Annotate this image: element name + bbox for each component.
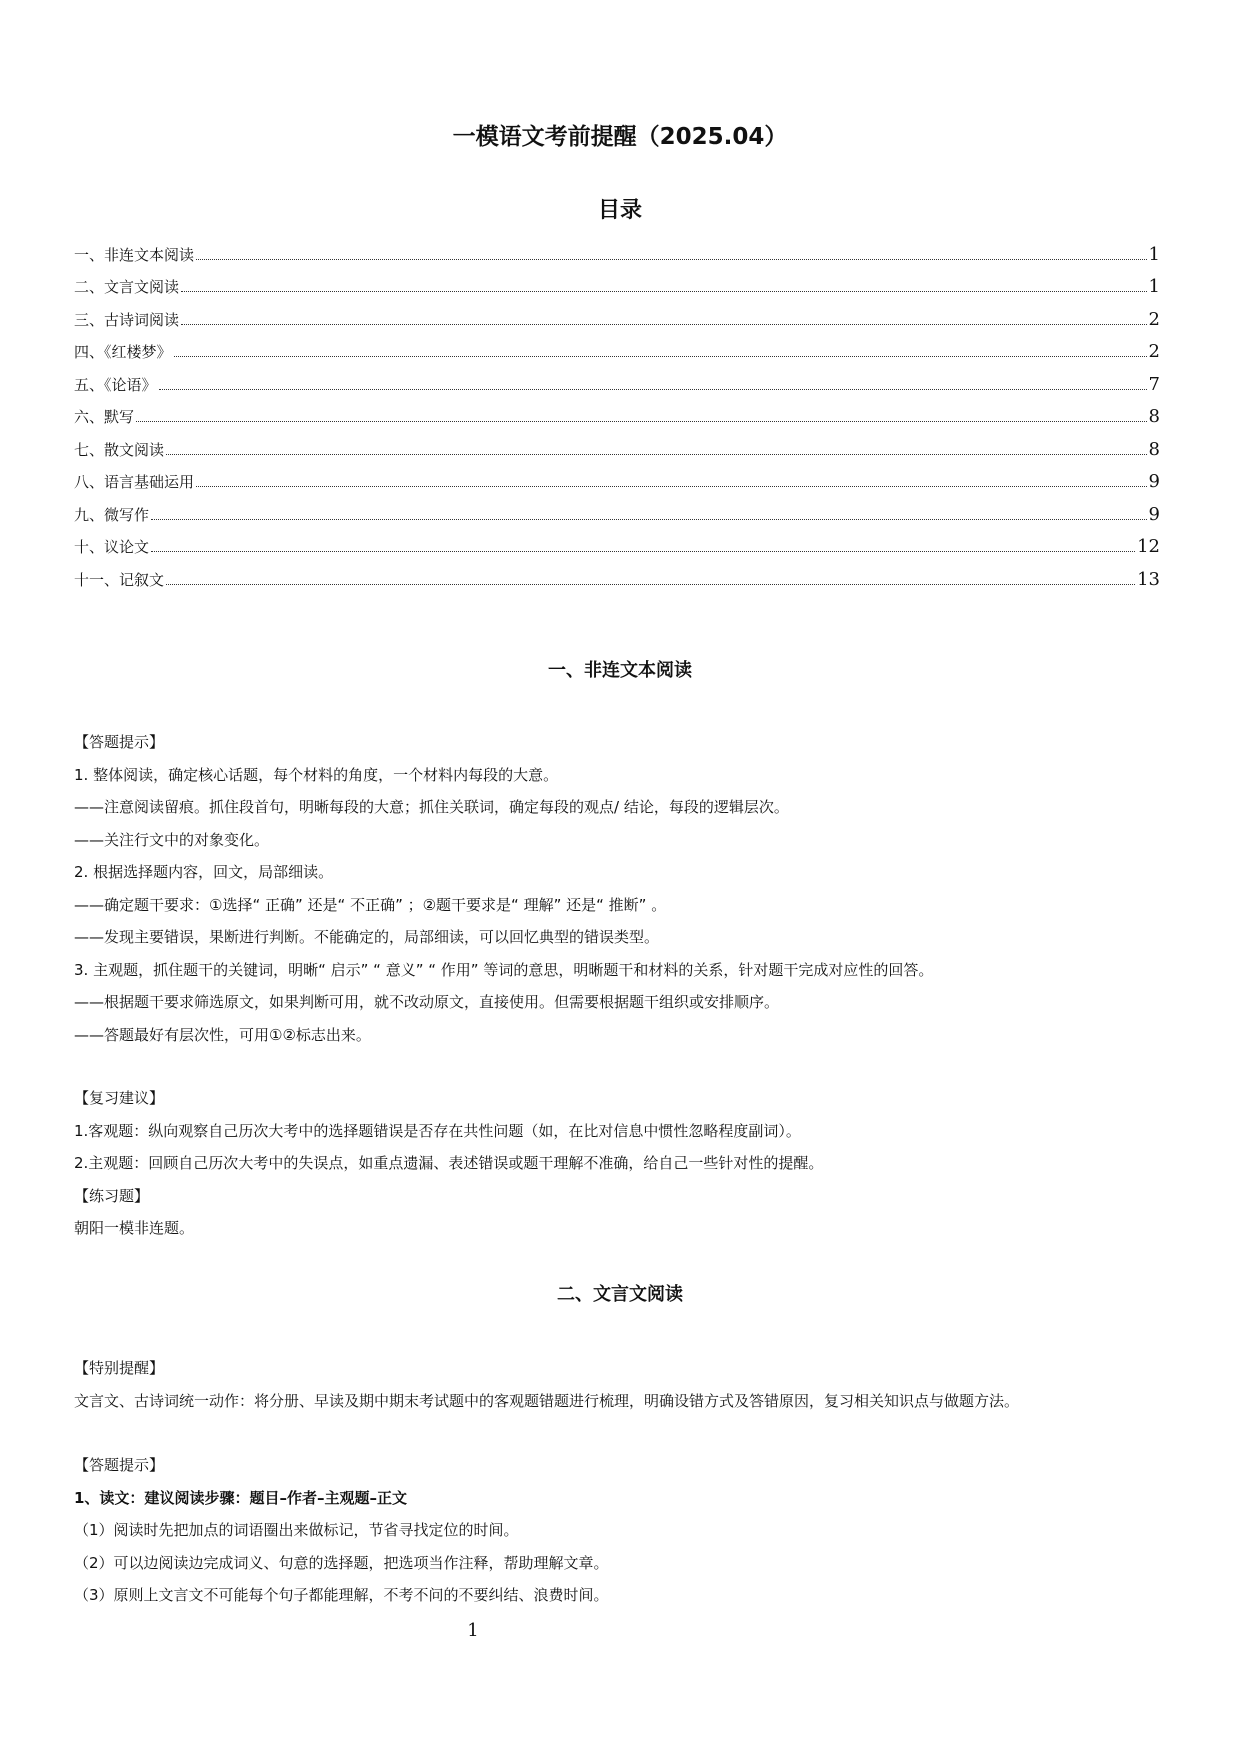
toc-entry-page: 9 (1148, 471, 1160, 492)
toc-title: 目录 (597, 198, 642, 223)
section1-review (74, 1082, 1174, 1245)
tip-line: ——注意阅读留痕。抓住段首句，明晰每段的大意；抓住关联词，确定每段的观点/ 结论，每段的逻辑层次。 (74, 798, 789, 816)
toc-entry-page: 2 (1148, 308, 1160, 330)
tip-line: 2. 根据选择题内容，回文，局部细读。 (74, 863, 334, 881)
review-line: 2.主观题：回顾自己历次大考中的失误点，如重点遗漏、表述错误或题干理解不准确，给自己一些针对性的提醒。 (74, 1154, 824, 1172)
tip-line: ——关注行文中的对象变化。 (74, 830, 270, 849)
toc-entry[interactable] (74, 265, 1160, 298)
toc-entry[interactable] (74, 427, 1160, 460)
toc-entry[interactable] (74, 460, 1160, 493)
review-heading: 【复习建议】 (74, 1089, 165, 1107)
special-heading: 【特别提醒】 (74, 1359, 165, 1377)
toc-entry-page: 8 (1148, 438, 1160, 460)
toc-leader-dots (181, 291, 1147, 292)
toc-leader-dots (136, 421, 1147, 422)
section-heading: 一、非连文本阅读 (548, 660, 692, 681)
section2-tips (74, 1449, 1174, 1612)
toc-leader-dots (151, 519, 1147, 520)
practice-text: 朝阳一模非连题。 (74, 1219, 195, 1237)
step-line: （2）可以边阅读边完成词义、句意的选择题，把选项当作注释，帮助理解文章。 (74, 1553, 609, 1572)
table-of-contents (74, 232, 1160, 590)
toc-entry[interactable] (74, 557, 1160, 590)
toc-leader-dots (159, 389, 1147, 390)
toc-entry[interactable] (74, 297, 1160, 330)
toc-entry-label: 九、微写作 (74, 505, 150, 524)
toc-leader-dots (196, 259, 1147, 260)
toc-entry[interactable] (74, 232, 1160, 265)
toc-entry-label: 七、散文阅读 (74, 440, 165, 459)
toc-entry-label: 二、文言文阅读 (74, 278, 180, 296)
toc-entry-label: 六、默写 (74, 408, 135, 426)
toc-entry-page: 1 (1148, 243, 1160, 265)
toc-leader-dots (151, 551, 1135, 552)
tips-heading: 【答题提示】 (74, 1456, 165, 1474)
tip-line: ——发现主要错误，果断进行判断。不能确定的，局部细读，可以回忆典型的错误类型。 (74, 928, 660, 946)
toc-entry[interactable] (74, 362, 1160, 395)
toc-leader-dots (166, 454, 1147, 455)
tip-line: ——确定题干要求：①选择“ 正确” 还是“ 不正确” ；②题干要求是“ 理解” 还是“ 推断” 。 (74, 895, 667, 914)
toc-entry-label: 一、非连文本阅读 (74, 245, 195, 264)
tips-heading: 【答题提示】 (74, 733, 165, 751)
step-line: （3）原则上文言文不可能每个句子都能理解，不考不问的不要纠结、浪费时间。 (74, 1586, 609, 1604)
tip-line: ——根据题干要求筛选原文，如果判断可用，就不改动原文，直接使用。但需要根据题干组织或安排顺序。 (74, 993, 780, 1011)
section-heading: 二、文言文阅读 (557, 1284, 683, 1305)
toc-entry-label: 十、议论文 (74, 538, 150, 556)
tip-line: 1. 整体阅读，确定核心话题，每个材料的角度，一个材料内每段的大意。 (74, 765, 559, 784)
toc-entry-page: 9 (1148, 503, 1160, 525)
page-number: 1 (467, 1620, 479, 1641)
toc-entry-label: 三、古诗词阅读 (74, 310, 180, 329)
toc-leader-dots (181, 324, 1147, 325)
step-title: 1、读文：建议阅读步骤：题目–作者–主观题–正文 (74, 1488, 407, 1507)
toc-entry-page: 12 (1137, 536, 1160, 557)
practice-heading: 【练习题】 (74, 1186, 150, 1205)
toc-entry-label: 五、《论语》 (74, 375, 157, 394)
document-title: 一模语文考前提醒（2025.04） (452, 124, 788, 150)
review-line: 1.客观题：纵向观察自己历次大考中的选择题错误是否存在共性问题（如，在比对信息中惯性忽略程度副词）。 (74, 1121, 801, 1140)
section2-special (74, 1352, 1174, 1417)
toc-entry[interactable] (74, 395, 1160, 428)
section1-tips (74, 726, 1174, 1051)
special-text: 文言文、古诗词统一动作：将分册、早读及期中期末考试题中的客观题错题进行梳理，明确设错方式及答错原因，复习相关知识点与做题方法。 (74, 1391, 1020, 1410)
toc-entry-page: 1 (1148, 276, 1160, 297)
toc-entry-page: 2 (1148, 341, 1160, 362)
toc-entry-page: 7 (1148, 373, 1160, 395)
toc-entry-page: 13 (1137, 568, 1160, 590)
toc-entry-label: 十一、记叙文 (74, 570, 165, 589)
toc-leader-dots (196, 486, 1147, 487)
tip-line: 3. 主观题，抓住题干的关键词，明晰“ 启示” “ 意义” “ 作用” 等词的意思，明晰题干和材料的关系，针对题干完成对应性的回答。 (74, 960, 934, 979)
toc-leader-dots (174, 356, 1147, 357)
tip-line: ——答题最好有层次性，可用①②标志出来。 (74, 1025, 371, 1044)
toc-entry[interactable] (74, 525, 1160, 558)
step-line: （1）阅读时先把加点的词语圈出来做标记，节省寻找定位的时间。 (74, 1521, 519, 1539)
toc-leader-dots (166, 584, 1135, 585)
toc-entry-label: 四、《红楼梦》 (74, 343, 172, 361)
toc-entry-label: 八、语言基础运用 (74, 473, 195, 491)
toc-entry-page: 8 (1148, 406, 1160, 427)
toc-entry[interactable] (74, 492, 1160, 525)
toc-entry[interactable] (74, 330, 1160, 363)
